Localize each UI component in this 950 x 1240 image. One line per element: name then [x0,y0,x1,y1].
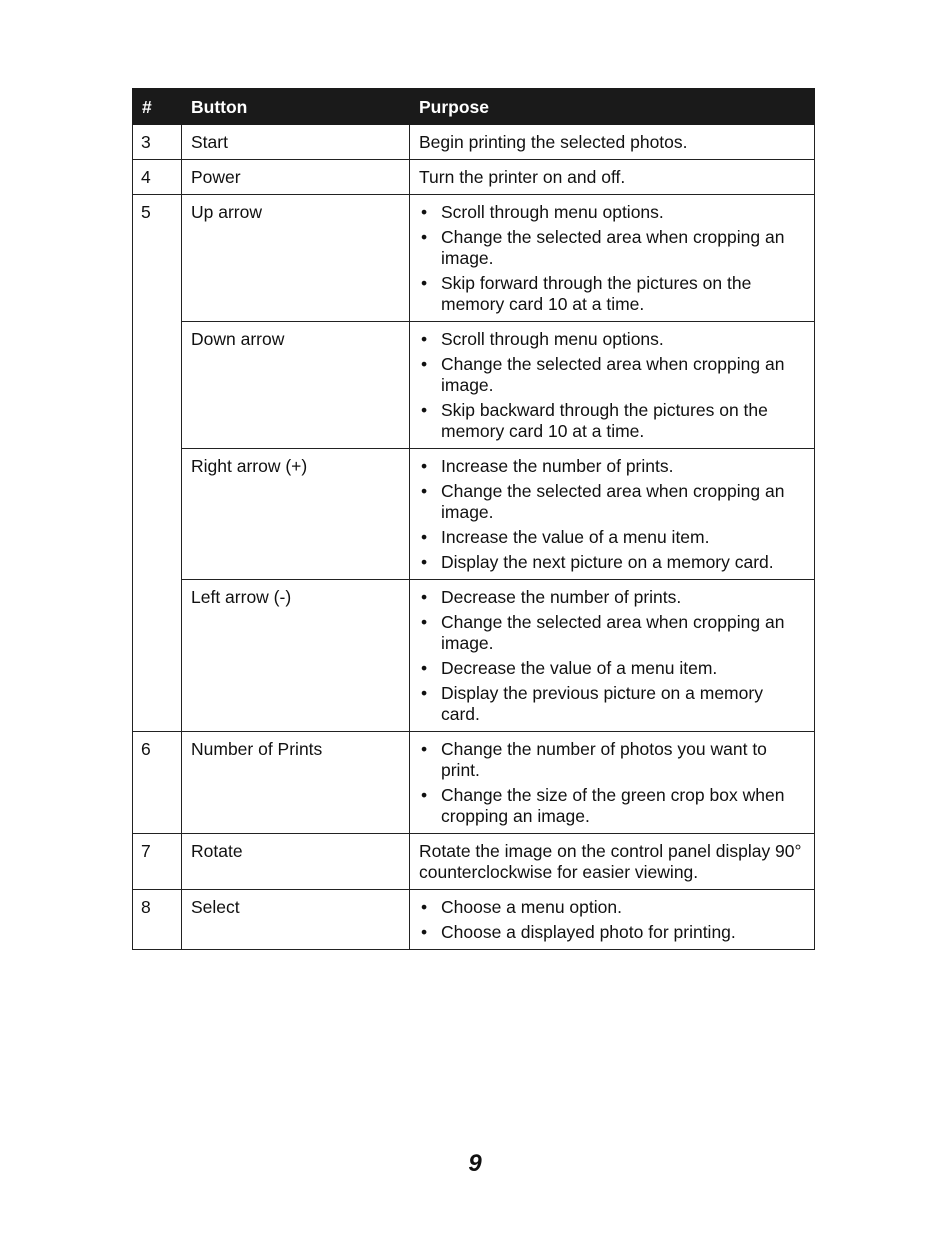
table-row [133,834,815,890]
list-item: • Change the size of the green crop box when cropping an image. [419,785,806,827]
table-row [133,580,815,732]
table-row [133,890,815,950]
purpose-list [419,456,806,573]
list-item: • Increase the value of a menu item. [419,527,806,548]
purpose-list [419,587,806,725]
list-item: • Choose a displayed photo for printing. [419,922,806,943]
table-header-row [133,89,815,125]
row-purpose: Rotate the image on the control panel display 90° counterclockwise for easier viewing. [410,834,815,890]
purpose-list [419,739,806,827]
row-purpose: Begin printing the selected photos. [410,125,815,160]
list-item: • Skip forward through the pictures on the memory card 10 at a time. [419,273,806,315]
list-item: • Change the selected area when cropping an image. [419,481,806,523]
table-row [133,449,815,580]
table-row [133,322,815,449]
list-item: • Skip backward through the pictures on the memory card 10 at a time. [419,400,806,442]
list-item: • Increase the number of prints. [419,456,806,477]
row-purpose [410,322,815,449]
row-button-name: Up arrow [182,195,410,322]
row-button-name: Start [182,125,410,160]
purpose-list [419,897,806,943]
header-number: # [133,89,182,125]
row-purpose [410,580,815,732]
list-item: • Choose a menu option. [419,897,806,918]
row-button-name: Power [182,160,410,195]
table-row [133,195,815,322]
list-item: • Change the selected area when cropping an image. [419,227,806,269]
purpose-list [419,202,806,315]
row-number: 4 [133,160,182,195]
row-number: 7 [133,834,182,890]
row-purpose [410,195,815,322]
row-number: 6 [133,732,182,834]
row-button-name: Select [182,890,410,950]
table-row [133,125,815,160]
table-row [133,732,815,834]
table-row [133,160,815,195]
list-item: • Scroll through menu options. [419,202,806,223]
list-item: • Decrease the value of a menu item. [419,658,806,679]
button-purpose-table [132,88,815,950]
row-number: 8 [133,890,182,950]
list-item: • Change the selected area when cropping an image. [419,612,806,654]
row-button-name: Number of Prints [182,732,410,834]
list-item: • Scroll through menu options. [419,329,806,350]
row-button-name: Left arrow (-) [182,580,410,732]
row-purpose [410,890,815,950]
row-purpose: Turn the printer on and off. [410,160,815,195]
row-purpose [410,732,815,834]
list-item: • Display the previous picture on a memory card. [419,683,806,725]
purpose-list [419,329,806,442]
list-item: • Change the selected area when cropping an image. [419,354,806,396]
header-button: Button [182,89,410,125]
row-button-name: Down arrow [182,322,410,449]
list-item: • Display the next picture on a memory card. [419,552,806,573]
row-number: 5 [133,195,182,732]
row-number: 3 [133,125,182,160]
list-item: • Change the number of photos you want to print. [419,739,806,781]
row-purpose [410,449,815,580]
header-purpose: Purpose [410,89,815,125]
row-button-name: Right arrow (+) [182,449,410,580]
row-button-name: Rotate [182,834,410,890]
list-item: • Decrease the number of prints. [419,587,806,608]
page-number: 9 [468,1150,482,1177]
